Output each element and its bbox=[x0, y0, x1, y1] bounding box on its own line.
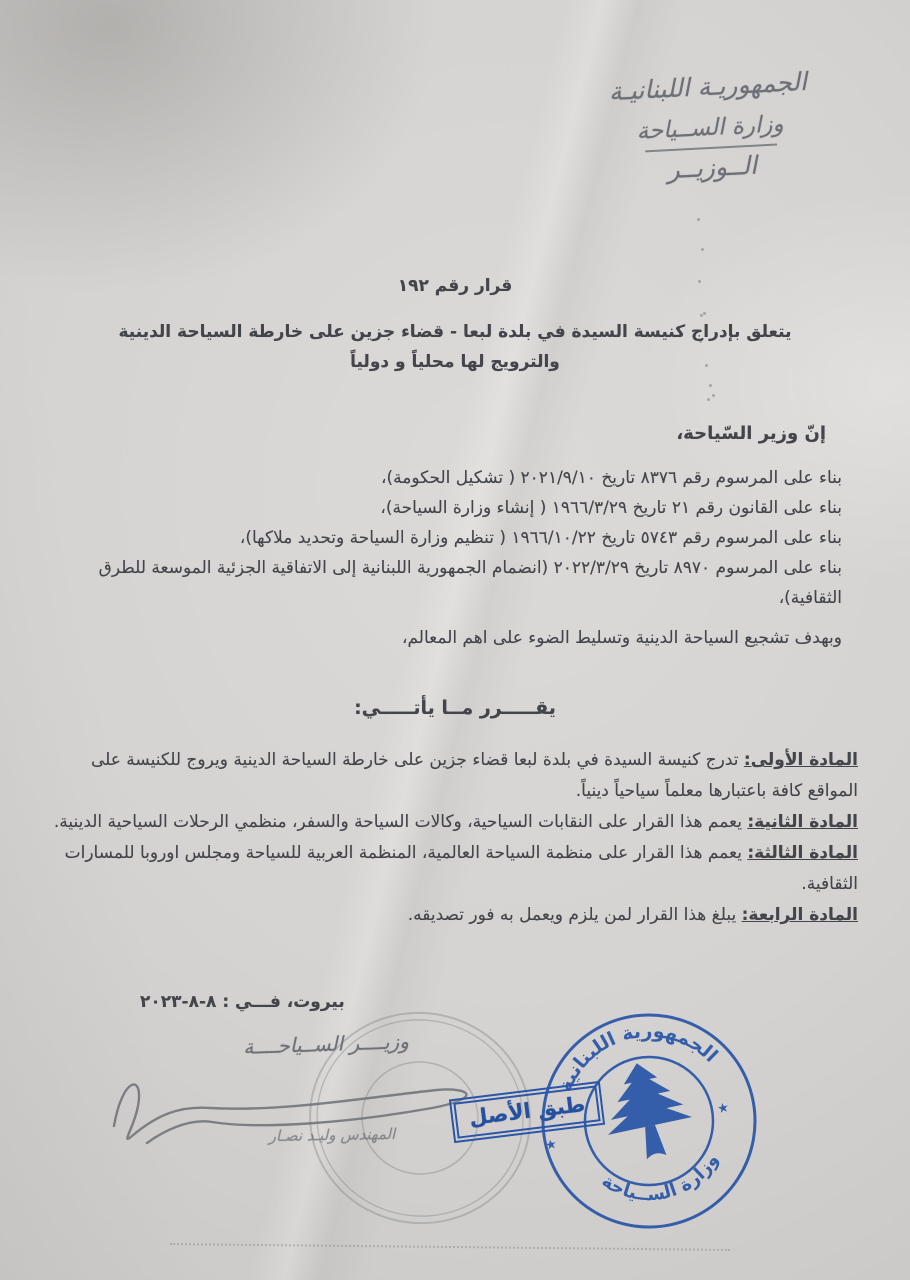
article-3 bbox=[50, 838, 858, 900]
letterhead-republic: الجمهوريـة اللبنانيـة bbox=[608, 66, 808, 107]
article-4-label: المادة الرابعة: bbox=[741, 905, 858, 925]
article-3-label: المادة الثالثة: bbox=[747, 843, 858, 863]
article-1-text: تدرج كنيسة السيدة في بلدة لبعا قضاء جزين على خارطة السياحة الدينية ويروج للكنيسة على المواقع كافة باعتبارها معلماً سياحياً دينياً. bbox=[90, 750, 858, 801]
handwritten-letterhead bbox=[537, 63, 882, 191]
decision-number: قرار رقم ١٩٢ bbox=[397, 276, 513, 296]
svg-text:وزارة الســياحة bbox=[595, 1147, 729, 1217]
handwritten-signature-title: وزيــــر الســياحــــة bbox=[242, 1029, 410, 1059]
round-stamp-bottom-text: وزارة الســياحة bbox=[597, 1150, 723, 1206]
date-line: بيروت، فـــي : ٨-٨-٢٠٢٣ bbox=[140, 992, 345, 1012]
aim-clause: وبهدف تشجيع السياحة الدينية وتسليط الضوء على اهم المعالم، bbox=[402, 628, 842, 648]
letterhead-minister: الــوزيــر bbox=[666, 150, 758, 185]
preamble bbox=[42, 463, 842, 613]
star-icon: ★ bbox=[543, 1136, 559, 1154]
subject-line-2: والترويج لها محلياً و دولياً bbox=[350, 352, 560, 372]
ministry-round-stamp bbox=[505, 977, 792, 1264]
decides-line: يقـــــرر مــا يأتـــــي: bbox=[354, 697, 556, 719]
decision-subject bbox=[70, 317, 840, 377]
article-1 bbox=[50, 745, 858, 807]
article-4-text: يبلغ هذا القرار لمن يلزم ويعمل به فور تصديقه. bbox=[407, 905, 742, 925]
article-2-label: المادة الثانية: bbox=[747, 812, 858, 832]
article-3-text: يعمم هذا القرار على منظمة السياحة العالمية، المنظمة العربية للسياحة ومجلس اوروبا للمسارات الثقافية. bbox=[64, 843, 858, 894]
article-2 bbox=[50, 807, 858, 838]
handwritten-minister-name: المهندس وليـد نصـار bbox=[268, 1124, 396, 1146]
preamble-clause: بناء على المرسوم ٨٩٧٠ تاريخ ٢٠٢٢/٣/٢٩ (انضمام الجمهورية اللبنانية إلى الاتفاقية الجزئية الموسعة للطرق الثقافية)، bbox=[98, 558, 842, 608]
ink-specks bbox=[697, 218, 700, 221]
article-4 bbox=[50, 900, 858, 931]
minister-intro: إنّ وزير السّياحة، bbox=[676, 423, 826, 444]
article-1-label: المادة الأولى: bbox=[743, 750, 858, 770]
articles bbox=[50, 745, 858, 931]
star-icon: ★ bbox=[715, 1100, 731, 1118]
article-2-text: يعمم هذا القرار على النقابات السياحية، وكالات السياحة والسفر، منظمي الرحلات السياحية الدينية. bbox=[53, 812, 748, 832]
preamble-clause: بناء على المرسوم رقم ٨٣٧٦ تاريخ ٢٠٢١/٩/١٠ ( تشكيل الحكومة)، bbox=[381, 468, 842, 488]
true-copy-stamp-text: طبق الأصل bbox=[453, 1085, 601, 1138]
preamble-clause: بناء على المرسوم رقم ٥٧٤٣ تاريخ ١٩٦٦/١٠/٢٢ ( تنظيم وزارة السياحة وتحديد ملاكها)، bbox=[239, 528, 842, 548]
subject-line-1: يتعلق بإدراج كنيسة السيدة في بلدة لبعا - قضاء جزين على خارطة السياحة الدينية bbox=[118, 322, 792, 342]
letterhead-ministry: وزارة الســياحة bbox=[635, 111, 785, 145]
round-stamp-top-text: الجمهورية اللبنانية bbox=[554, 1019, 722, 1095]
preamble-clause: بناء على القانون رقم ٢١ تاريخ ١٩٦٦/٣/٢٩ ( إنشاء وزارة السياحة)، bbox=[380, 498, 842, 518]
